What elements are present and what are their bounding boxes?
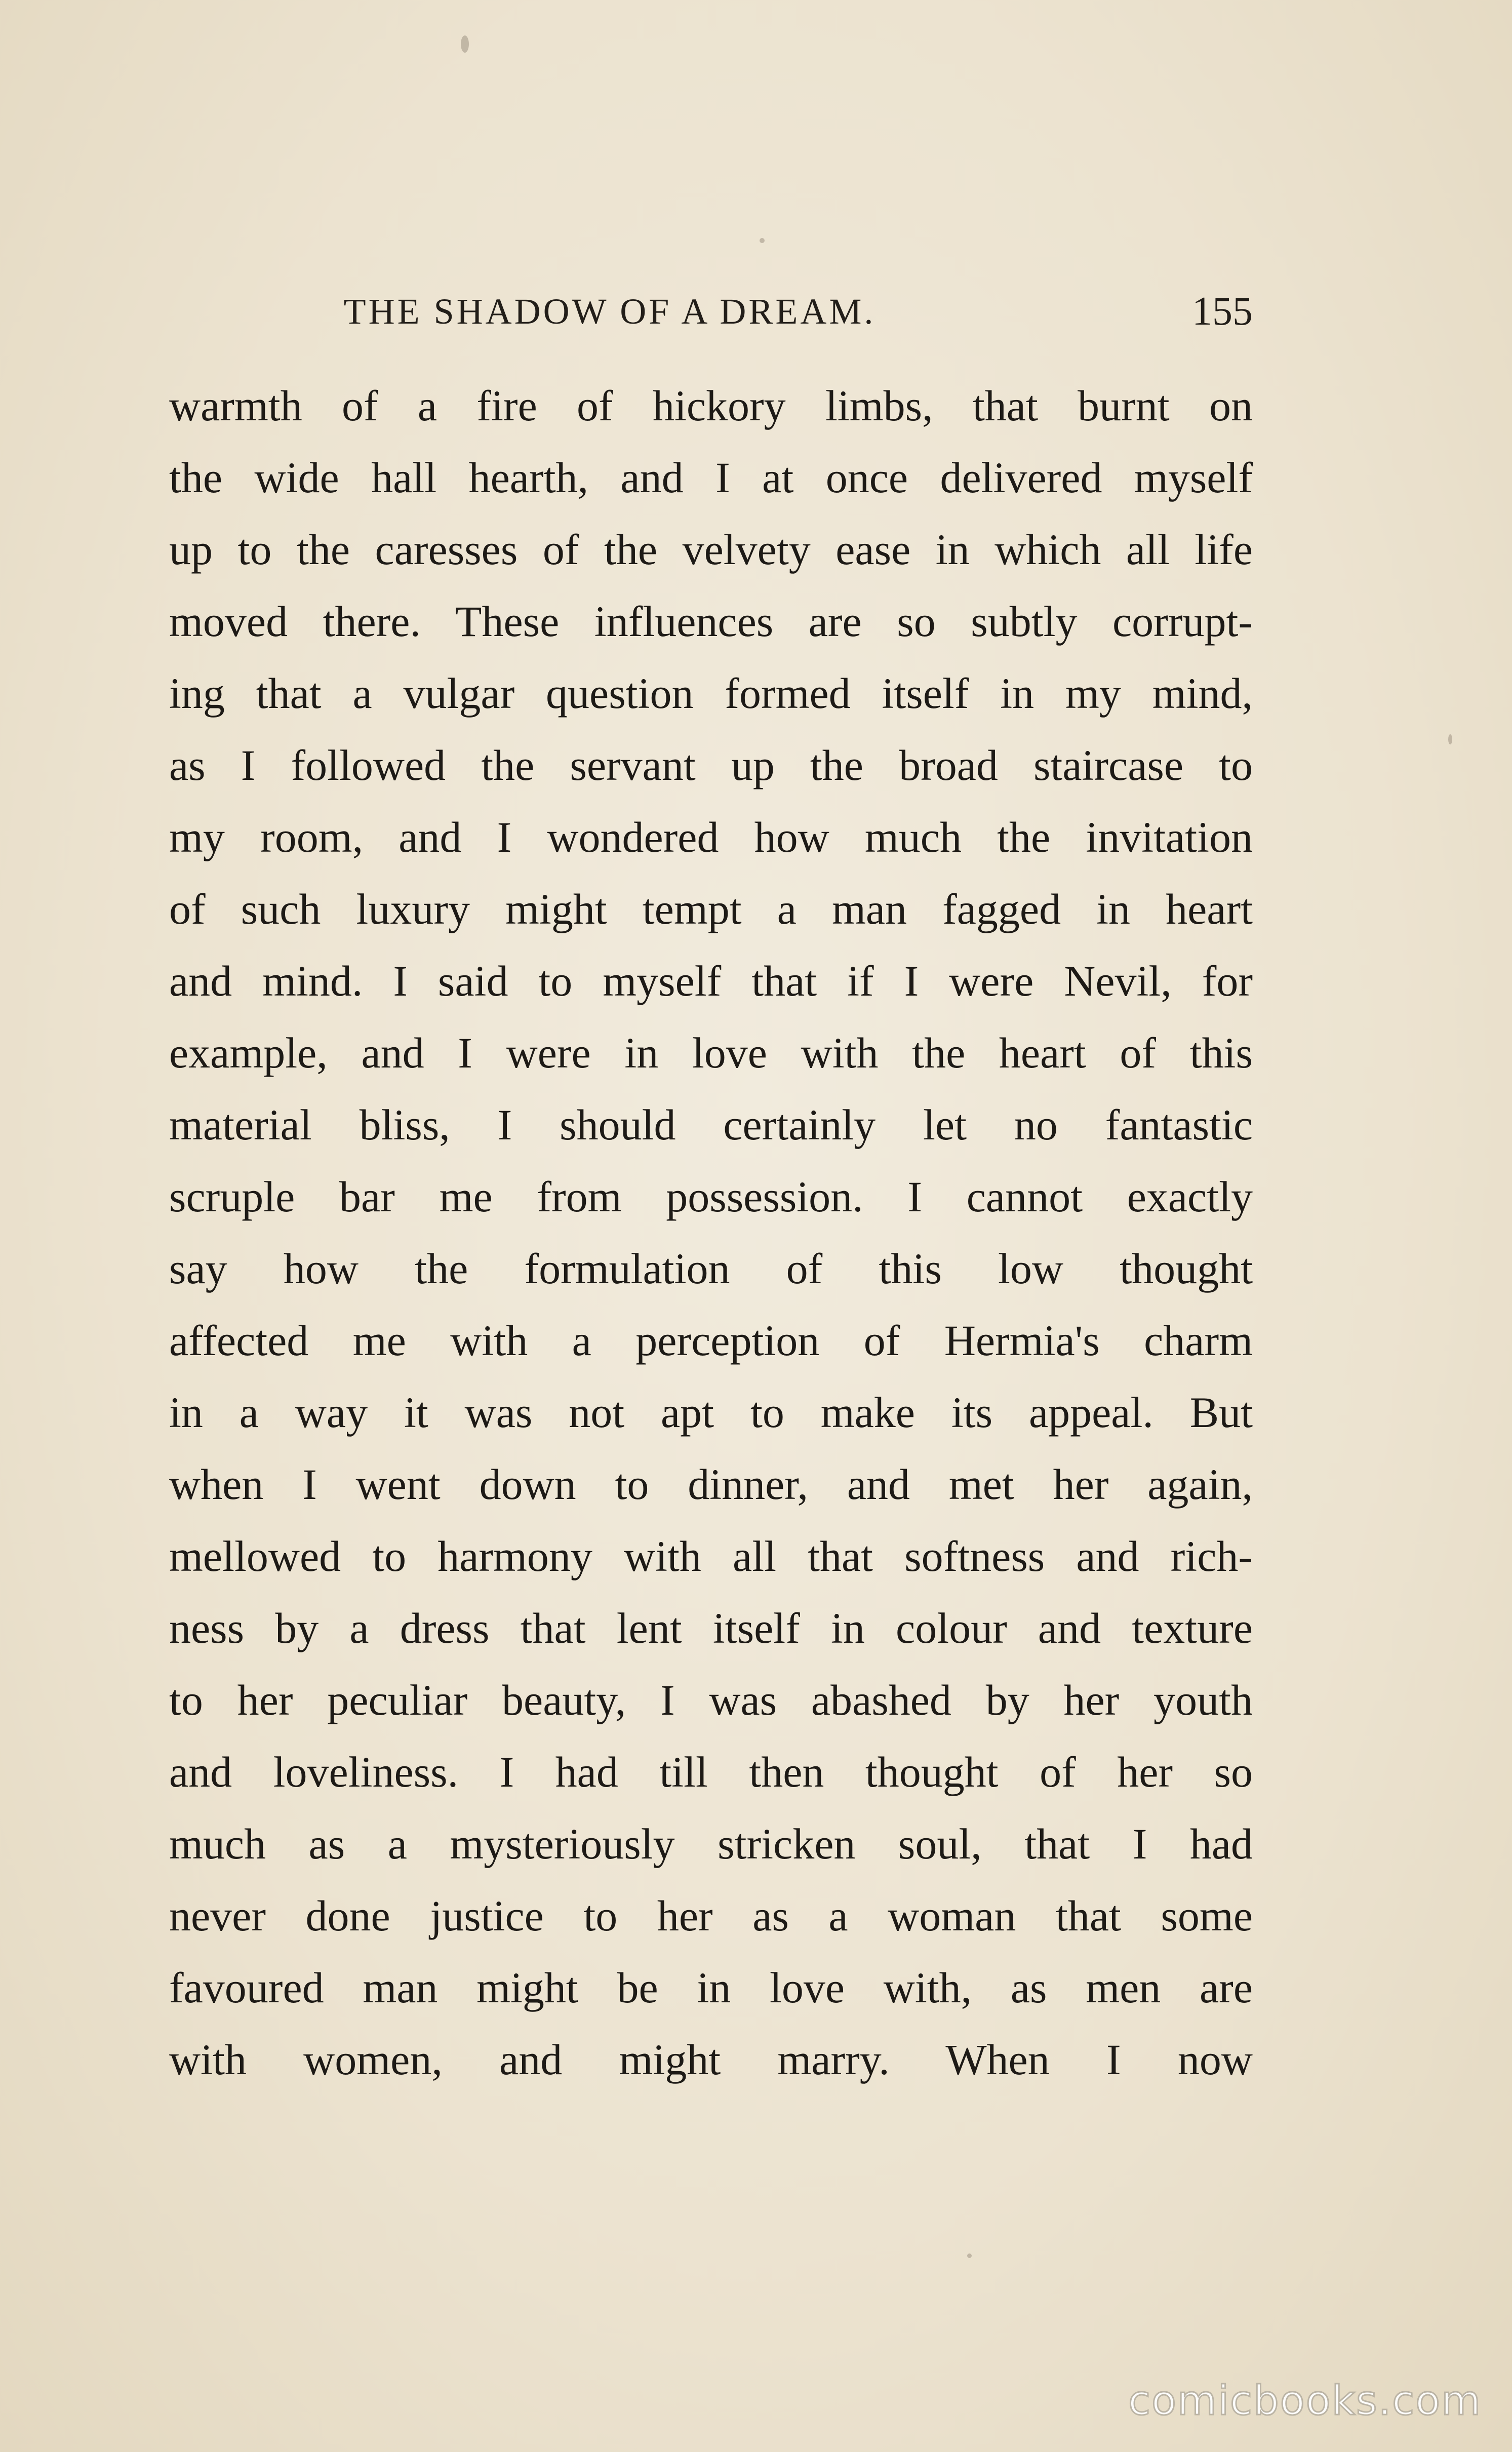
body-text [169,370,1253,2095]
text-line: with women, and might marry. When I now [169,2035,1253,2084]
running-title: THE SHADOW OF A DREAM. [343,291,876,332]
text-line: up to the caresses of the velvety ease in which all life [169,525,1253,574]
text-line: affected me with a perception of Hermia's charm [169,1316,1253,1365]
text-line: when I went down to dinner, and met her again, [169,1460,1253,1509]
text-line: in a way it was not apt to make its appeal. But [169,1388,1253,1437]
paper-speck [760,238,765,243]
paper-speck [461,35,469,53]
paper-speck [967,2253,972,2258]
text-line: ing that a vulgar question formed itself in my mind, [169,669,1253,718]
text-line: my room, and I wondered how much the invitation [169,813,1253,861]
text-line: example, and I were in love with the heart of this [169,1029,1253,1077]
text-line: say how the formulation of this low thought [169,1244,1253,1293]
text-line: scruple bar me from possession. I cannot exactly [169,1172,1253,1221]
text-line: as I followed the servant up the broad staircase to [169,741,1253,789]
text-line: to her peculiar beauty, I was abashed by her youth [169,1676,1253,1724]
running-head [169,284,1253,339]
page-number: 155 [1192,289,1253,334]
text-line: never done justice to her as a woman that some [169,1891,1253,1940]
text-line: much as a mysteriously stricken soul, that I had [169,1820,1253,1868]
text-line: favoured man might be in love with, as men are [169,1963,1253,2012]
watermark: comicbooks.com [1128,2377,1482,2424]
text-line: and loveliness. I had till then thought of her so [169,1748,1253,1796]
text-line: mellowed to harmony with all that softness and rich- [169,1532,1253,1580]
text-line: material bliss, I should certainly let no fantastic [169,1100,1253,1149]
text-line: ness by a dress that lent itself in colour and texture [169,1604,1253,1652]
paper-speck [1448,734,1452,744]
text-line: and mind. I said to myself that if I were Nevil, for [169,957,1253,1005]
text-line: of such luxury might tempt a man fagged in heart [169,885,1253,933]
text-line: moved there. These influences are so subtly corrupt- [169,597,1253,646]
text-line: the wide hall hearth, and I at once delivered myself [169,453,1253,502]
text-line: warmth of a fire of hickory limbs, that burnt on [169,381,1253,430]
